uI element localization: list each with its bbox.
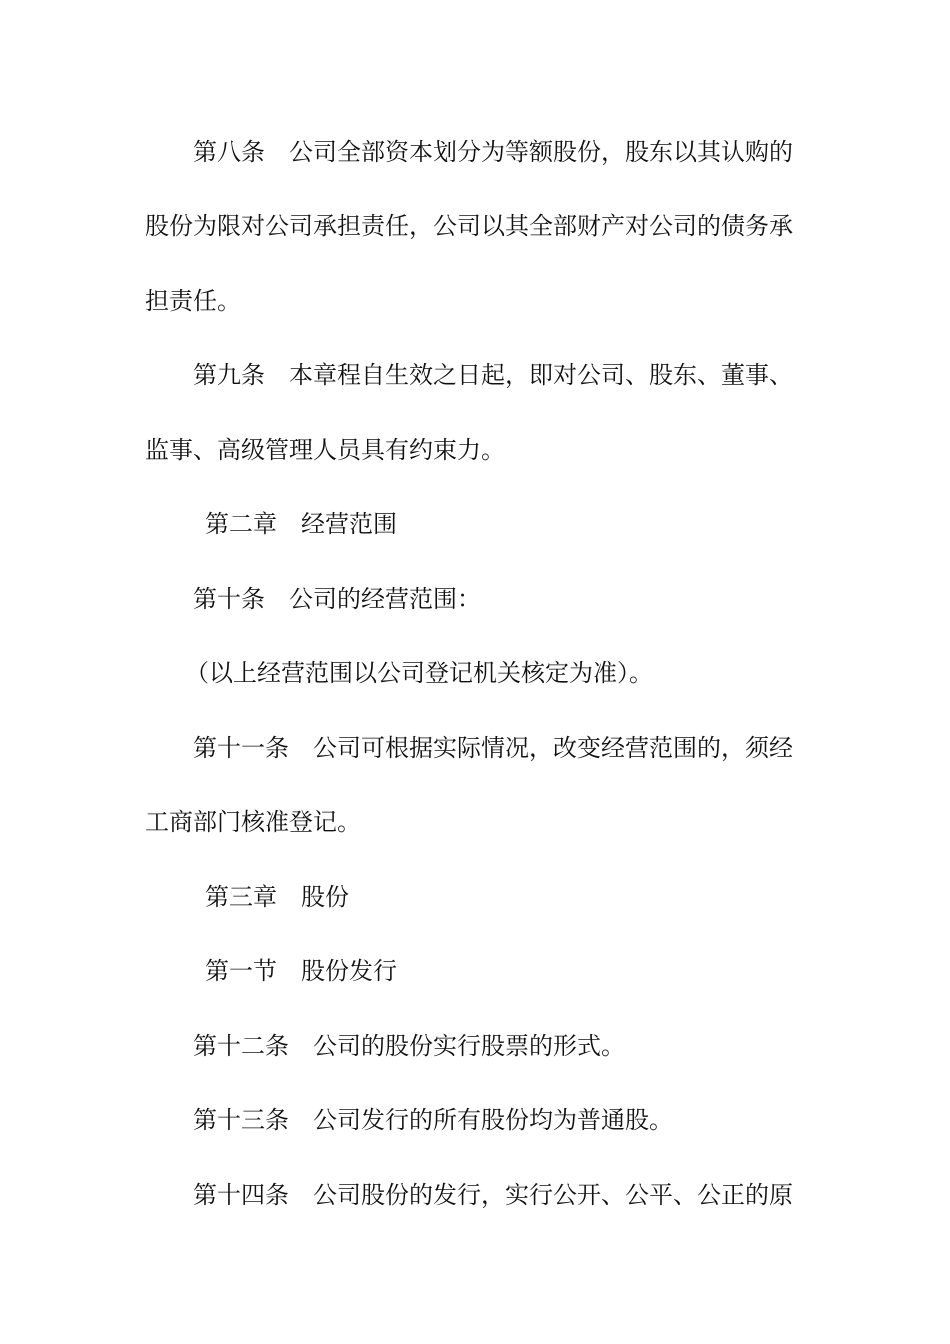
article-9-line-1: 第九条 本章程自生效之日起，即对公司、股东、董事、 <box>193 361 793 389</box>
chapter-3-heading: 第三章 股份 <box>205 883 349 911</box>
article-12-line-1: 第十二条 公司的股份实行股票的形式。 <box>193 1032 625 1060</box>
section-1-heading: 第一节 股份发行 <box>205 957 397 985</box>
business-scope-note: （以上经营范围以公司登记机关核定为准）。 <box>185 659 653 687</box>
article-8-line-1: 第八条 公司全部资本划分为等额股份，股东以其认购的 <box>193 138 793 166</box>
article-13-line-1: 第十三条 公司发行的所有股份均为普通股。 <box>193 1106 673 1134</box>
chapter-2-heading: 第二章 经营范围 <box>205 510 397 538</box>
article-10-line-1: 第十条 公司的经营范围： <box>193 585 481 613</box>
article-11-line-2: 工商部门核准登记。 <box>145 808 361 836</box>
article-11-line-1: 第十一条 公司可根据实际情况，改变经营范围的，须经 <box>193 734 793 762</box>
article-14-line-1: 第十四条 公司股份的发行，实行公开、公平、公正的原 <box>193 1181 793 1209</box>
article-8-line-3: 担责任。 <box>145 287 241 315</box>
article-9-line-2: 监事、高级管理人员具有约束力。 <box>145 436 505 464</box>
article-8-line-2: 股份为限对公司承担责任，公司以其全部财产对公司的债务承 <box>145 212 793 240</box>
